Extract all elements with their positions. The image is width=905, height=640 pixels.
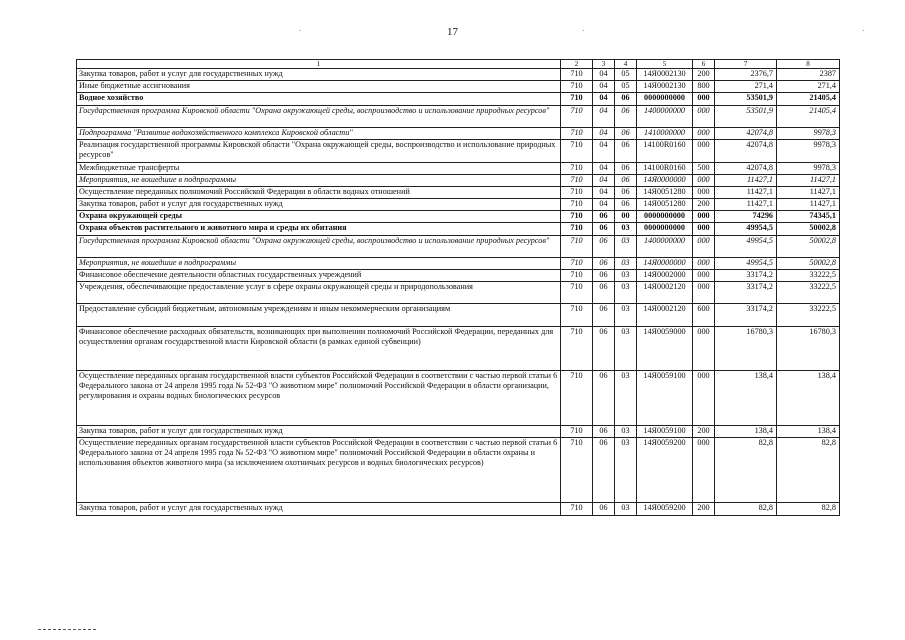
amount-year-2: 33222,5 bbox=[777, 282, 840, 304]
table-row bbox=[77, 258, 840, 270]
target-article-code: 0000000000 bbox=[637, 223, 693, 236]
amount-year-1: 74296 bbox=[715, 211, 777, 223]
column-number: 6 bbox=[693, 60, 715, 69]
target-article-code: 14Я0002120 bbox=[637, 304, 693, 327]
amount-year-1: 33174,2 bbox=[715, 270, 777, 282]
table-row bbox=[77, 69, 840, 81]
row-name: Осуществление переданных полномочий Российской Федерации в области водных отношений bbox=[77, 187, 561, 199]
column-number: 4 bbox=[615, 60, 637, 69]
target-article-code: 14Я0002130 bbox=[637, 69, 693, 81]
section-code: 04 bbox=[593, 199, 615, 211]
table-row bbox=[77, 106, 840, 128]
expense-type-code: 000 bbox=[693, 270, 715, 282]
expense-type-code: 000 bbox=[693, 106, 715, 128]
subsection-code: 05 bbox=[615, 69, 637, 81]
ministry-code: 710 bbox=[561, 270, 593, 282]
subsection-code: 03 bbox=[615, 223, 637, 236]
section-code: 06 bbox=[593, 327, 615, 371]
amount-year-2: 21405,4 bbox=[777, 93, 840, 106]
section-code: 06 bbox=[593, 438, 615, 503]
amount-year-1: 82,8 bbox=[715, 503, 777, 516]
row-name: Осуществление переданных органам государственной власти субъектов Российской Федерации в соответствии с частью первой статьи 6 Федерального закона от 24 апреля 1995 года № 52-ФЗ "О животном мире" полномочий Российской Федерации в области охраны и использования объектов животного мира (за исключением охотничьих ресурсов и водных биологических ресурсов) bbox=[77, 438, 561, 503]
row-name: Финансовое обеспечение расходных обязательств, возникающих при выполнении полномочий Российской Федерации, переданных для осуществления органам государственной власти Кировской области (в рамках единой субвенции) bbox=[77, 327, 561, 371]
expense-type-code: 000 bbox=[693, 128, 715, 140]
ministry-code: 710 bbox=[561, 282, 593, 304]
amount-year-2: 11427,1 bbox=[777, 199, 840, 211]
target-article-code: 14Я0059100 bbox=[637, 426, 693, 438]
table-row bbox=[77, 236, 840, 258]
amount-year-2: 9978,3 bbox=[777, 140, 840, 163]
section-code: 06 bbox=[593, 426, 615, 438]
expense-type-code: 200 bbox=[693, 69, 715, 81]
target-article-code: 0000000000 bbox=[637, 93, 693, 106]
expense-type-code: 200 bbox=[693, 503, 715, 516]
table-row bbox=[77, 223, 840, 236]
budget-table bbox=[76, 59, 840, 516]
target-article-code: 14Я0000000 bbox=[637, 258, 693, 270]
row-name: Водное хозяйство bbox=[77, 93, 561, 106]
table-row bbox=[77, 438, 840, 503]
subsection-code: 00 bbox=[615, 211, 637, 223]
table-row bbox=[77, 327, 840, 371]
amount-year-1: 49954,5 bbox=[715, 236, 777, 258]
amount-year-1: 33174,2 bbox=[715, 282, 777, 304]
expense-type-code: 000 bbox=[693, 211, 715, 223]
target-article-code: 14Я0002120 bbox=[637, 282, 693, 304]
ministry-code: 710 bbox=[561, 503, 593, 516]
expense-type-code: 000 bbox=[693, 187, 715, 199]
amount-year-2: 11427,1 bbox=[777, 175, 840, 187]
row-name: Закупка товаров, работ и услуг для государственных нужд bbox=[77, 503, 561, 516]
target-article-code: 14Я0059200 bbox=[637, 503, 693, 516]
row-name: Финансовое обеспечение деятельности областных государственных учреждений bbox=[77, 270, 561, 282]
expense-type-code: 000 bbox=[693, 282, 715, 304]
amount-year-2: 9978,3 bbox=[777, 163, 840, 175]
row-name: Межбюджетные трансферты bbox=[77, 163, 561, 175]
target-article-code: 1410000000 bbox=[637, 128, 693, 140]
row-name: Мероприятия, не вошедшие в подпрограммы bbox=[77, 175, 561, 187]
subsection-code: 06 bbox=[615, 199, 637, 211]
amount-year-2: 2387 bbox=[777, 69, 840, 81]
expense-type-code: 000 bbox=[693, 258, 715, 270]
target-article-code: 14Я0059100 bbox=[637, 371, 693, 426]
row-name: Охрана объектов растительного и животного мира и среды их обитания bbox=[77, 223, 561, 236]
expense-type-code: 200 bbox=[693, 199, 715, 211]
subsection-code: 03 bbox=[615, 426, 637, 438]
row-name: Осуществление переданных органам государственной власти субъектов Российской Федерации в соответствии с частью первой статьи 6 Федерального закона от 24 апреля 1995 года № 52-ФЗ "О животном мире" полномочий Российской Федерации в области организации, регулирования и охраны водных биологических ресурсов bbox=[77, 371, 561, 426]
row-name: Государственная программа Кировской области "Охрана окружающей среды, воспроизводство и использование природных ресурсов" bbox=[77, 236, 561, 258]
section-code: 06 bbox=[593, 223, 615, 236]
amount-year-2: 33222,5 bbox=[777, 304, 840, 327]
table-row bbox=[77, 282, 840, 304]
ministry-code: 710 bbox=[561, 438, 593, 503]
subsection-code: 03 bbox=[615, 327, 637, 371]
section-code: 06 bbox=[593, 371, 615, 426]
expense-type-code: 000 bbox=[693, 175, 715, 187]
expense-type-code: 000 bbox=[693, 327, 715, 371]
amount-year-2: 16780,3 bbox=[777, 327, 840, 371]
ministry-code: 710 bbox=[561, 426, 593, 438]
column-number: 1 bbox=[77, 60, 561, 69]
table-row bbox=[77, 270, 840, 282]
row-name: Предоставление субсидий бюджетным, автономным учреждениям и иным некоммерческим организациям bbox=[77, 304, 561, 327]
row-name: Закупка товаров, работ и услуг для государственных нужд bbox=[77, 69, 561, 81]
expense-type-code: 000 bbox=[693, 438, 715, 503]
amount-year-1: 49954,5 bbox=[715, 258, 777, 270]
subsection-code: 03 bbox=[615, 258, 637, 270]
row-name: Подпрограмма "Развитие водохозяйственного комплекса Кировской области" bbox=[77, 128, 561, 140]
section-code: 06 bbox=[593, 304, 615, 327]
subsection-code: 03 bbox=[615, 270, 637, 282]
ministry-code: 710 bbox=[561, 199, 593, 211]
amount-year-2: 138,4 bbox=[777, 371, 840, 426]
amount-year-1: 16780,3 bbox=[715, 327, 777, 371]
section-code: 04 bbox=[593, 69, 615, 81]
table-row bbox=[77, 503, 840, 516]
section-code: 06 bbox=[593, 211, 615, 223]
section-code: 04 bbox=[593, 187, 615, 199]
column-number: 7 bbox=[715, 60, 777, 69]
ministry-code: 710 bbox=[561, 93, 593, 106]
subsection-code: 06 bbox=[615, 140, 637, 163]
ministry-code: 710 bbox=[561, 211, 593, 223]
amount-year-2: 11427,1 bbox=[777, 187, 840, 199]
expense-type-code: 000 bbox=[693, 371, 715, 426]
table-row bbox=[77, 81, 840, 93]
ministry-code: 710 bbox=[561, 371, 593, 426]
subsection-code: 03 bbox=[615, 282, 637, 304]
row-name: Иные бюджетные ассигнования bbox=[77, 81, 561, 93]
amount-year-1: 138,4 bbox=[715, 426, 777, 438]
target-article-code: 14Я0059000 bbox=[637, 327, 693, 371]
table-row bbox=[77, 93, 840, 106]
ministry-code: 710 bbox=[561, 69, 593, 81]
amount-year-2: 50002,8 bbox=[777, 223, 840, 236]
amount-year-1: 33174,2 bbox=[715, 304, 777, 327]
row-name: Мероприятия, не вошедшие в подпрограммы bbox=[77, 258, 561, 270]
expense-type-code: 500 bbox=[693, 163, 715, 175]
ministry-code: 710 bbox=[561, 140, 593, 163]
table-row bbox=[77, 187, 840, 199]
row-name: Закупка товаров, работ и услуг для государственных нужд bbox=[77, 199, 561, 211]
target-article-code: 14Я0051280 bbox=[637, 187, 693, 199]
amount-year-1: 271,4 bbox=[715, 81, 777, 93]
subsection-code: 06 bbox=[615, 128, 637, 140]
amount-year-1: 42074,8 bbox=[715, 163, 777, 175]
section-code: 04 bbox=[593, 93, 615, 106]
ministry-code: 710 bbox=[561, 223, 593, 236]
page-number: 17 bbox=[447, 26, 458, 38]
amount-year-2: 138,4 bbox=[777, 426, 840, 438]
target-article-code: 0000000000 bbox=[637, 211, 693, 223]
amount-year-2: 50002,8 bbox=[777, 236, 840, 258]
section-code: 06 bbox=[593, 236, 615, 258]
amount-year-2: 50002,8 bbox=[777, 258, 840, 270]
amount-year-1: 49954,5 bbox=[715, 223, 777, 236]
subsection-code: 06 bbox=[615, 106, 637, 128]
target-article-code: 14Я0059200 bbox=[637, 438, 693, 503]
column-number: 3 bbox=[593, 60, 615, 69]
amount-year-1: 82,8 bbox=[715, 438, 777, 503]
expense-type-code: 000 bbox=[693, 140, 715, 163]
target-article-code: 14100R0160 bbox=[637, 140, 693, 163]
expense-type-code: 800 bbox=[693, 81, 715, 93]
target-article-code: 14Я0000000 bbox=[637, 175, 693, 187]
section-code: 06 bbox=[593, 282, 615, 304]
subsection-code: 05 bbox=[615, 81, 637, 93]
table-row bbox=[77, 140, 840, 163]
amount-year-2: 82,8 bbox=[777, 438, 840, 503]
section-code: 04 bbox=[593, 163, 615, 175]
amount-year-2: 271,4 bbox=[777, 81, 840, 93]
amount-year-1: 42074,8 bbox=[715, 128, 777, 140]
amount-year-1: 53501,9 bbox=[715, 93, 777, 106]
column-number: 5 bbox=[637, 60, 693, 69]
amount-year-1: 11427,1 bbox=[715, 175, 777, 187]
subsection-code: 06 bbox=[615, 187, 637, 199]
row-name: Реализация государственной программы Кировской области "Охрана окружающей среды, воспроизводство и использование природных ресурсов" bbox=[77, 140, 561, 163]
subsection-code: 03 bbox=[615, 236, 637, 258]
row-name: Закупка товаров, работ и услуг для государственных нужд bbox=[77, 426, 561, 438]
subsection-code: 06 bbox=[615, 93, 637, 106]
section-code: 04 bbox=[593, 128, 615, 140]
table-row bbox=[77, 128, 840, 140]
amount-year-1: 53501,9 bbox=[715, 106, 777, 128]
amount-year-1: 2376,7 bbox=[715, 69, 777, 81]
ministry-code: 710 bbox=[561, 81, 593, 93]
ministry-code: 710 bbox=[561, 304, 593, 327]
target-article-code: 14Я0002000 bbox=[637, 270, 693, 282]
expense-type-code: 000 bbox=[693, 236, 715, 258]
subsection-code: 03 bbox=[615, 503, 637, 516]
expense-type-code: 200 bbox=[693, 426, 715, 438]
table-row bbox=[77, 304, 840, 327]
column-number: 8 bbox=[777, 60, 840, 69]
row-name: Охрана окружающей среды bbox=[77, 211, 561, 223]
table-row bbox=[77, 199, 840, 211]
subsection-code: 03 bbox=[615, 304, 637, 327]
section-code: 04 bbox=[593, 175, 615, 187]
expense-type-code: 000 bbox=[693, 93, 715, 106]
amount-year-1: 11427,1 bbox=[715, 199, 777, 211]
ministry-code: 710 bbox=[561, 106, 593, 128]
scan-speck: · bbox=[862, 27, 865, 35]
amount-year-2: 9978,3 bbox=[777, 128, 840, 140]
subsection-code: 06 bbox=[615, 163, 637, 175]
amount-year-1: 11427,1 bbox=[715, 187, 777, 199]
row-name: Государственная программа Кировской области "Охрана окружающей среды, воспроизводство и использование природных ресурсов" bbox=[77, 106, 561, 128]
ministry-code: 710 bbox=[561, 187, 593, 199]
amount-year-2: 74345,1 bbox=[777, 211, 840, 223]
subsection-code: 03 bbox=[615, 371, 637, 426]
subsection-code: 03 bbox=[615, 438, 637, 503]
amount-year-2: 21405,4 bbox=[777, 106, 840, 128]
table-row bbox=[77, 371, 840, 426]
ministry-code: 710 bbox=[561, 258, 593, 270]
ministry-code: 710 bbox=[561, 236, 593, 258]
section-code: 06 bbox=[593, 270, 615, 282]
ministry-code: 710 bbox=[561, 128, 593, 140]
target-article-code: 14100R0160 bbox=[637, 163, 693, 175]
ministry-code: 710 bbox=[561, 327, 593, 371]
section-code: 04 bbox=[593, 106, 615, 128]
column-number-row bbox=[77, 60, 840, 69]
footer-rule bbox=[38, 629, 96, 630]
expense-type-code: 000 bbox=[693, 223, 715, 236]
section-code: 06 bbox=[593, 258, 615, 270]
amount-year-1: 42074,8 bbox=[715, 140, 777, 163]
target-article-code: 14Я0051280 bbox=[637, 199, 693, 211]
section-code: 06 bbox=[593, 503, 615, 516]
table-row bbox=[77, 211, 840, 223]
ministry-code: 710 bbox=[561, 175, 593, 187]
target-article-code: 14Я0002130 bbox=[637, 81, 693, 93]
expense-type-code: 600 bbox=[693, 304, 715, 327]
amount-year-2: 82,8 bbox=[777, 503, 840, 516]
target-article-code: 1400000000 bbox=[637, 106, 693, 128]
ministry-code: 710 bbox=[561, 163, 593, 175]
table-row bbox=[77, 175, 840, 187]
scan-speck: · bbox=[299, 27, 302, 35]
table-row bbox=[77, 163, 840, 175]
subsection-code: 06 bbox=[615, 175, 637, 187]
table-row bbox=[77, 426, 840, 438]
column-number: 2 bbox=[561, 60, 593, 69]
amount-year-1: 138,4 bbox=[715, 371, 777, 426]
section-code: 04 bbox=[593, 81, 615, 93]
target-article-code: 1400000000 bbox=[637, 236, 693, 258]
scan-speck: · bbox=[582, 27, 585, 35]
section-code: 04 bbox=[593, 140, 615, 163]
amount-year-2: 33222,5 bbox=[777, 270, 840, 282]
row-name: Учреждения, обеспечивающие предоставление услуг в сфере охраны окружающей среды и природопользования bbox=[77, 282, 561, 304]
